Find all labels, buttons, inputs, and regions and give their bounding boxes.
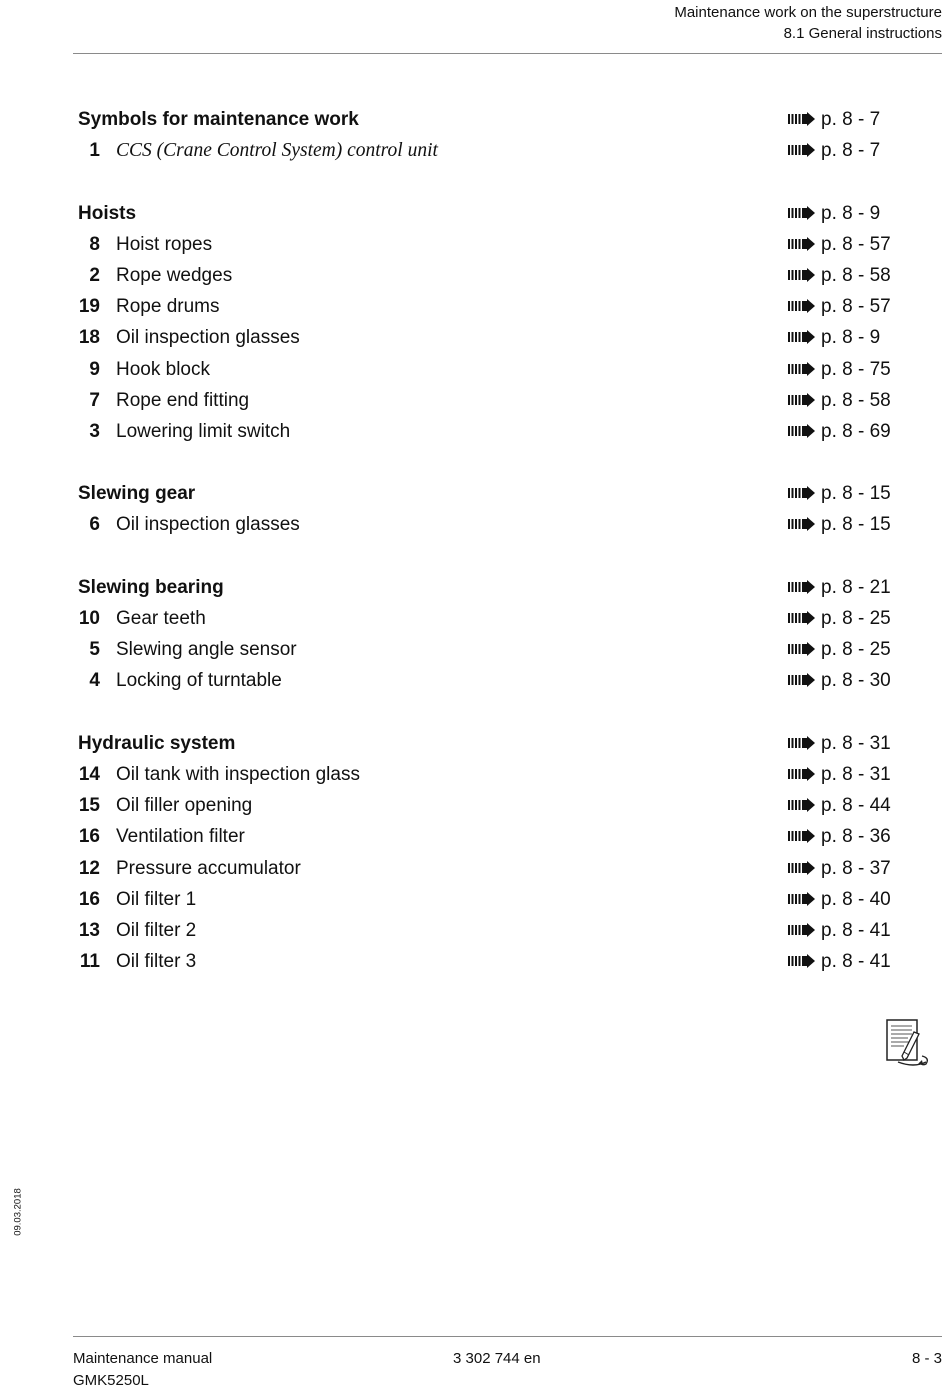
toc-item-row — [0, 229, 950, 260]
reference-arrow-icon — [788, 486, 816, 500]
toc-item-row — [0, 416, 950, 447]
page-reference: p. 8 - 58 — [821, 264, 891, 286]
item-label: Pressure accumulator — [116, 857, 301, 879]
toc-item-row — [0, 260, 950, 291]
reference-arrow-icon — [788, 143, 816, 157]
item-number: 16 — [78, 826, 100, 848]
item-number: 15 — [78, 795, 100, 817]
page-reference: p. 8 - 57 — [821, 296, 891, 318]
item-number: 16 — [78, 888, 100, 910]
item-page-link[interactable] — [788, 790, 891, 821]
reference-arrow-icon — [788, 923, 816, 937]
reference-arrow-icon — [788, 206, 816, 220]
item-number: 2 — [89, 264, 100, 286]
toc-item-row — [0, 790, 950, 821]
item-label: Oil inspection glasses — [116, 514, 300, 536]
toc-item-row — [0, 915, 950, 946]
item-number: 1 — [89, 140, 100, 162]
page-reference: p. 8 - 9 — [821, 202, 881, 224]
footer-doc-number: 3 302 744 en — [453, 1350, 541, 1367]
manual-page-icon — [884, 1018, 932, 1068]
item-page-link[interactable] — [788, 759, 891, 790]
reference-arrow-icon — [788, 362, 816, 376]
item-page-link[interactable] — [788, 603, 891, 634]
footer-model: GMK5250L — [73, 1372, 149, 1389]
header-section-title: 8.1 General instructions — [783, 25, 942, 42]
revision-date: 09.03.2018 — [12, 1188, 24, 1236]
section-page-link[interactable] — [788, 104, 880, 135]
item-page-link[interactable] — [788, 884, 891, 915]
item-label: Slewing angle sensor — [116, 639, 297, 661]
reference-arrow-icon — [788, 517, 816, 531]
page-header — [674, 2, 942, 44]
reference-arrow-icon — [788, 767, 816, 781]
section-heading-row — [0, 728, 950, 759]
section-title: Hoists — [78, 202, 137, 224]
toc-item-row — [0, 853, 950, 884]
reference-arrow-icon — [788, 611, 816, 625]
reference-arrow-icon — [788, 237, 816, 251]
reference-arrow-icon — [788, 861, 816, 875]
item-page-link[interactable] — [788, 260, 891, 291]
item-page-link[interactable] — [788, 322, 880, 353]
item-page-link[interactable] — [788, 634, 891, 665]
item-number: 8 — [89, 233, 100, 255]
page-reference: p. 8 - 57 — [821, 233, 891, 255]
reference-arrow-icon — [788, 424, 816, 438]
section-heading-row — [0, 572, 950, 603]
item-label: Hoist ropes — [116, 233, 213, 255]
reference-arrow-icon — [788, 393, 816, 407]
toc-item-row — [0, 946, 950, 977]
page-reference: p. 8 - 7 — [821, 140, 881, 162]
footer-page-number: 8 - 3 — [911, 1350, 942, 1367]
reference-arrow-icon — [788, 829, 816, 843]
section-heading-row — [0, 198, 950, 229]
page-reference: p. 8 - 36 — [821, 826, 891, 848]
item-number: 3 — [89, 420, 100, 442]
item-label: Hook block — [116, 358, 210, 380]
item-number: 10 — [78, 608, 100, 629]
reference-arrow-icon — [788, 268, 816, 282]
section-page-link[interactable] — [788, 572, 891, 603]
toc-item-row — [0, 665, 950, 696]
page-reference: p. 8 - 75 — [821, 358, 891, 380]
section-page-link[interactable] — [788, 478, 891, 509]
reference-arrow-icon — [788, 580, 816, 594]
reference-arrow-icon — [788, 642, 816, 656]
page-reference: p. 8 - 31 — [821, 763, 891, 785]
item-page-link[interactable] — [788, 821, 891, 852]
reference-arrow-icon — [788, 299, 816, 313]
item-number: 5 — [89, 639, 100, 661]
item-page-link[interactable] — [788, 915, 891, 946]
header-divider — [73, 53, 942, 54]
item-label: Locking of turntable — [116, 670, 282, 692]
toc-item-row — [0, 385, 950, 416]
reference-arrow-icon — [788, 112, 816, 126]
toc-item-row — [0, 322, 950, 353]
page-reference: p. 8 - 30 — [821, 670, 891, 692]
page-reference: p. 8 - 15 — [821, 514, 891, 536]
page-reference: p. 8 - 25 — [821, 608, 891, 629]
section-heading-row — [0, 478, 950, 509]
reference-arrow-icon — [788, 798, 816, 812]
toc-item-row — [0, 291, 950, 322]
page-reference: p. 8 - 37 — [821, 857, 891, 879]
item-number: 7 — [89, 389, 100, 411]
reference-arrow-icon — [788, 330, 816, 344]
toc-item-row — [0, 821, 950, 852]
reference-arrow-icon — [788, 673, 816, 687]
item-label: Oil filter 2 — [116, 919, 197, 941]
section-title: Symbols for maintenance work — [78, 109, 359, 130]
page-reference: p. 8 - 31 — [821, 732, 891, 754]
item-number: 13 — [78, 919, 100, 941]
page-reference: p. 8 - 58 — [821, 389, 891, 411]
item-label: Ventilation filter — [116, 826, 245, 848]
item-page-link[interactable] — [788, 416, 891, 447]
toc-item-row — [0, 759, 950, 790]
toc-item-row — [0, 634, 950, 665]
item-label: Rope wedges — [116, 264, 233, 286]
item-number: 11 — [79, 951, 100, 973]
page-reference: p. 8 - 15 — [821, 483, 891, 505]
page-reference: p. 8 - 7 — [821, 109, 881, 130]
item-label: Oil filter 1 — [116, 888, 197, 910]
page-reference: p. 8 - 40 — [821, 888, 891, 910]
toc-item-row — [0, 354, 950, 385]
item-label: Rope drums — [116, 296, 220, 318]
item-label: Lowering limit switch — [116, 420, 291, 442]
table-of-contents — [0, 104, 950, 977]
item-page-link[interactable] — [788, 354, 891, 385]
header-chapter-title: Maintenance work on the superstructure — [674, 4, 942, 21]
item-label: Oil inspection glasses — [116, 327, 300, 349]
section-page-link[interactable] — [788, 198, 880, 229]
item-label: Rope end fitting — [116, 389, 250, 411]
item-page-link[interactable] — [788, 665, 891, 696]
item-label: Oil filler opening — [116, 795, 253, 817]
section-title: Hydraulic system — [78, 732, 236, 754]
page-reference: p. 8 - 44 — [821, 795, 891, 817]
toc-item-row — [0, 135, 950, 166]
footer-divider — [73, 1336, 942, 1337]
item-number: 9 — [89, 358, 100, 380]
reference-arrow-icon — [788, 736, 816, 750]
section-title: Slewing gear — [78, 483, 196, 505]
page-reference: p. 8 - 41 — [821, 951, 891, 973]
reference-arrow-icon — [788, 954, 816, 968]
item-page-link[interactable] — [788, 385, 891, 416]
page-reference: p. 8 - 21 — [821, 576, 891, 598]
toc-item-row — [0, 603, 950, 634]
section-heading-row — [0, 104, 950, 135]
item-label: Oil tank with inspection glass — [116, 763, 360, 785]
item-page-link[interactable] — [788, 946, 891, 977]
item-number: 19 — [78, 296, 100, 318]
item-label: Gear teeth — [116, 608, 206, 629]
item-number: 12 — [78, 857, 100, 879]
section-title: Slewing bearing — [78, 576, 224, 598]
item-number: 4 — [89, 670, 100, 692]
page-reference: p. 8 - 69 — [821, 420, 891, 442]
item-page-link[interactable] — [788, 509, 891, 540]
page-reference: p. 8 - 9 — [821, 327, 881, 349]
item-label: Oil filter 3 — [116, 951, 197, 973]
item-number: 18 — [78, 327, 100, 349]
toc-item-row — [0, 884, 950, 915]
toc-item-row — [0, 509, 950, 540]
item-page-link[interactable] — [788, 291, 891, 322]
item-page-link[interactable] — [788, 229, 891, 260]
section-page-link[interactable] — [788, 728, 891, 759]
item-number: 6 — [89, 514, 100, 536]
page-reference: p. 8 - 41 — [821, 919, 891, 941]
item-label: CCS (Crane Control System) control unit — [116, 140, 438, 162]
reference-arrow-icon — [788, 892, 816, 906]
item-number: 14 — [78, 763, 100, 785]
footer-manual-info — [73, 1348, 212, 1392]
item-page-link[interactable] — [788, 135, 880, 166]
footer-manual-title: Maintenance manual — [73, 1350, 213, 1367]
item-page-link[interactable] — [788, 853, 891, 884]
page-reference: p. 8 - 25 — [821, 639, 891, 661]
